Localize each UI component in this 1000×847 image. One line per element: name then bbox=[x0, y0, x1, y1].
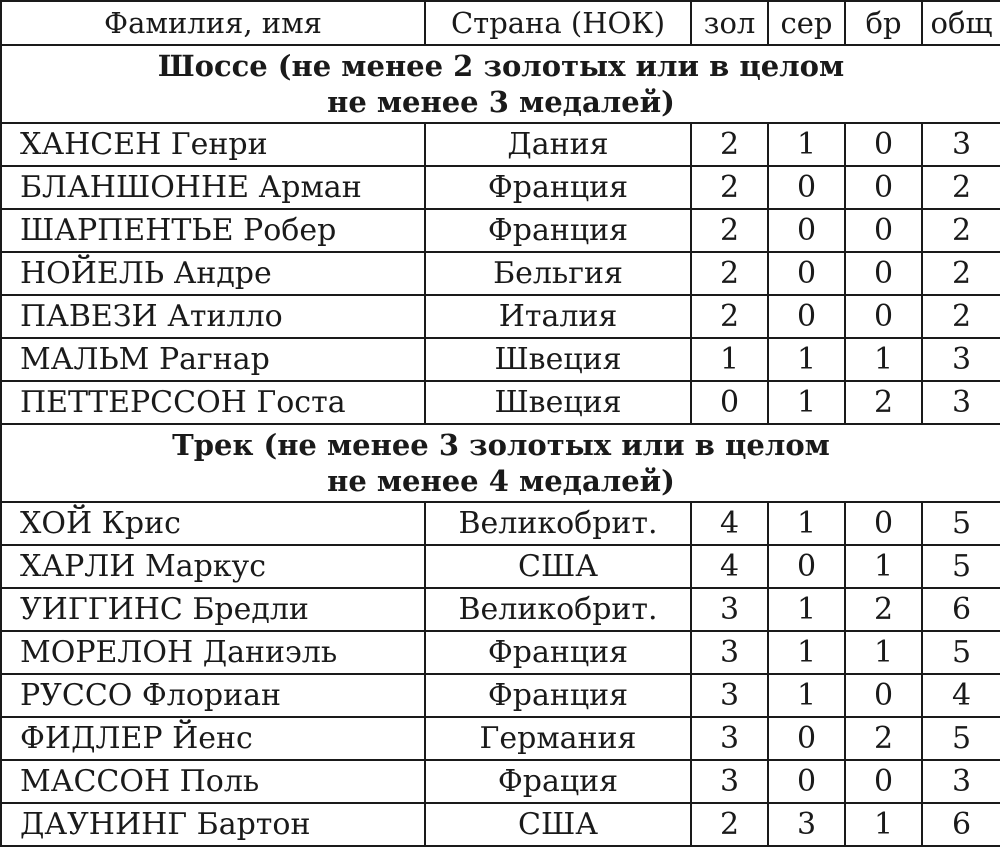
country-cell: Франция bbox=[425, 166, 691, 209]
table-row bbox=[1, 588, 1000, 631]
table-row bbox=[1, 674, 1000, 717]
bronze-cell: 0 bbox=[845, 166, 922, 209]
total-cell: 2 bbox=[922, 252, 1000, 295]
silver-cell: 0 bbox=[768, 295, 845, 338]
silver-cell: 1 bbox=[768, 502, 845, 545]
total-cell: 5 bbox=[922, 717, 1000, 760]
total-cell: 3 bbox=[922, 760, 1000, 803]
total-cell: 6 bbox=[922, 588, 1000, 631]
country-cell: Бельгия bbox=[425, 252, 691, 295]
name-cell: ХАРЛИ Маркус bbox=[1, 545, 425, 588]
name-cell: ФИДЛЕР Йенс bbox=[1, 717, 425, 760]
total-cell: 3 bbox=[922, 123, 1000, 166]
gold-cell: 3 bbox=[691, 717, 768, 760]
table-row bbox=[1, 338, 1000, 381]
gold-cell: 4 bbox=[691, 545, 768, 588]
silver-cell: 1 bbox=[768, 631, 845, 674]
section-heading-line: Шоссе (не менее 2 золотых или в целом bbox=[157, 49, 845, 83]
country-cell: Франция bbox=[425, 631, 691, 674]
section-heading-row bbox=[1, 424, 1000, 502]
name-cell: ХАНСЕН Генри bbox=[1, 123, 425, 166]
total-cell: 3 bbox=[922, 381, 1000, 424]
silver-cell: 1 bbox=[768, 381, 845, 424]
name-cell: БЛАНШОННЕ Арман bbox=[1, 166, 425, 209]
total-cell: 3 bbox=[922, 338, 1000, 381]
total-cell: 2 bbox=[922, 209, 1000, 252]
bronze-cell: 2 bbox=[845, 588, 922, 631]
name-cell: ДАУНИНГ Бартон bbox=[1, 803, 425, 846]
bronze-cell: 0 bbox=[845, 674, 922, 717]
bronze-cell: 0 bbox=[845, 502, 922, 545]
header-silver: сер bbox=[768, 1, 845, 45]
table-row bbox=[1, 209, 1000, 252]
total-cell: 2 bbox=[922, 166, 1000, 209]
table-row bbox=[1, 381, 1000, 424]
total-cell: 5 bbox=[922, 502, 1000, 545]
bronze-cell: 2 bbox=[845, 717, 922, 760]
country-cell: Швеция bbox=[425, 381, 691, 424]
gold-cell: 2 bbox=[691, 209, 768, 252]
header-name: Фамилия, имя bbox=[1, 1, 425, 45]
gold-cell: 1 bbox=[691, 338, 768, 381]
section-heading-line: не менее 4 медалей) bbox=[327, 464, 675, 498]
name-cell: МОРЕЛОН Даниэль bbox=[1, 631, 425, 674]
section-heading-line: Трек (не менее 3 золотых или в целом bbox=[172, 428, 830, 462]
section-heading-row bbox=[1, 45, 1000, 123]
gold-cell: 2 bbox=[691, 123, 768, 166]
name-cell: ХОЙ Крис bbox=[1, 502, 425, 545]
silver-cell: 0 bbox=[768, 166, 845, 209]
table-row bbox=[1, 123, 1000, 166]
silver-cell: 3 bbox=[768, 803, 845, 846]
name-cell: МАЛЬМ Рагнар bbox=[1, 338, 425, 381]
table-row bbox=[1, 631, 1000, 674]
table-row bbox=[1, 502, 1000, 545]
gold-cell: 3 bbox=[691, 588, 768, 631]
header-country: Страна (НОК) bbox=[425, 1, 691, 45]
header-bronze: бр bbox=[845, 1, 922, 45]
gold-cell: 2 bbox=[691, 803, 768, 846]
table-row bbox=[1, 717, 1000, 760]
country-cell: Фрация bbox=[425, 760, 691, 803]
gold-cell: 4 bbox=[691, 502, 768, 545]
table-row bbox=[1, 545, 1000, 588]
gold-cell: 2 bbox=[691, 166, 768, 209]
country-cell: США bbox=[425, 803, 691, 846]
country-cell: Швеция bbox=[425, 338, 691, 381]
total-cell: 6 bbox=[922, 803, 1000, 846]
country-cell: Италия bbox=[425, 295, 691, 338]
country-cell: Дания bbox=[425, 123, 691, 166]
header-gold: зол bbox=[691, 1, 768, 45]
bronze-cell: 0 bbox=[845, 295, 922, 338]
silver-cell: 0 bbox=[768, 209, 845, 252]
silver-cell: 1 bbox=[768, 338, 845, 381]
silver-cell: 1 bbox=[768, 123, 845, 166]
total-cell: 2 bbox=[922, 295, 1000, 338]
gold-cell: 3 bbox=[691, 631, 768, 674]
country-cell: США bbox=[425, 545, 691, 588]
silver-cell: 0 bbox=[768, 760, 845, 803]
silver-cell: 0 bbox=[768, 252, 845, 295]
bronze-cell: 0 bbox=[845, 760, 922, 803]
section-heading-line: не менее 3 медалей) bbox=[327, 85, 675, 119]
section-heading bbox=[1, 424, 1000, 502]
bronze-cell: 2 bbox=[845, 381, 922, 424]
total-cell: 5 bbox=[922, 631, 1000, 674]
bronze-cell: 0 bbox=[845, 123, 922, 166]
country-cell: Германия bbox=[425, 717, 691, 760]
bronze-cell: 1 bbox=[845, 631, 922, 674]
silver-cell: 0 bbox=[768, 545, 845, 588]
name-cell: УИГГИНС Бредли bbox=[1, 588, 425, 631]
name-cell: ПАВЕЗИ Атилло bbox=[1, 295, 425, 338]
table-body bbox=[1, 45, 1000, 846]
gold-cell: 3 bbox=[691, 674, 768, 717]
table-row bbox=[1, 295, 1000, 338]
country-cell: Франция bbox=[425, 674, 691, 717]
bronze-cell: 1 bbox=[845, 803, 922, 846]
silver-cell: 1 bbox=[768, 588, 845, 631]
table-row bbox=[1, 803, 1000, 846]
gold-cell: 2 bbox=[691, 252, 768, 295]
bronze-cell: 1 bbox=[845, 338, 922, 381]
total-cell: 4 bbox=[922, 674, 1000, 717]
bronze-cell: 1 bbox=[845, 545, 922, 588]
total-cell: 5 bbox=[922, 545, 1000, 588]
table-row bbox=[1, 760, 1000, 803]
bronze-cell: 0 bbox=[845, 209, 922, 252]
name-cell: РУССО Флориан bbox=[1, 674, 425, 717]
country-cell: Великобрит. bbox=[425, 502, 691, 545]
table-row bbox=[1, 252, 1000, 295]
section-heading bbox=[1, 45, 1000, 123]
country-cell: Франция bbox=[425, 209, 691, 252]
silver-cell: 1 bbox=[768, 674, 845, 717]
header-total: общ bbox=[922, 1, 1000, 45]
name-cell: ШАРПЕНТЬЕ Робер bbox=[1, 209, 425, 252]
name-cell: НОЙЕЛЬ Андре bbox=[1, 252, 425, 295]
silver-cell: 0 bbox=[768, 717, 845, 760]
country-cell: Великобрит. bbox=[425, 588, 691, 631]
name-cell: ПЕТТЕРССОН Госта bbox=[1, 381, 425, 424]
gold-cell: 2 bbox=[691, 295, 768, 338]
table-header-row bbox=[1, 1, 1000, 45]
gold-cell: 3 bbox=[691, 760, 768, 803]
name-cell: МАССОН Поль bbox=[1, 760, 425, 803]
gold-cell: 0 bbox=[691, 381, 768, 424]
table-row bbox=[1, 166, 1000, 209]
bronze-cell: 0 bbox=[845, 252, 922, 295]
